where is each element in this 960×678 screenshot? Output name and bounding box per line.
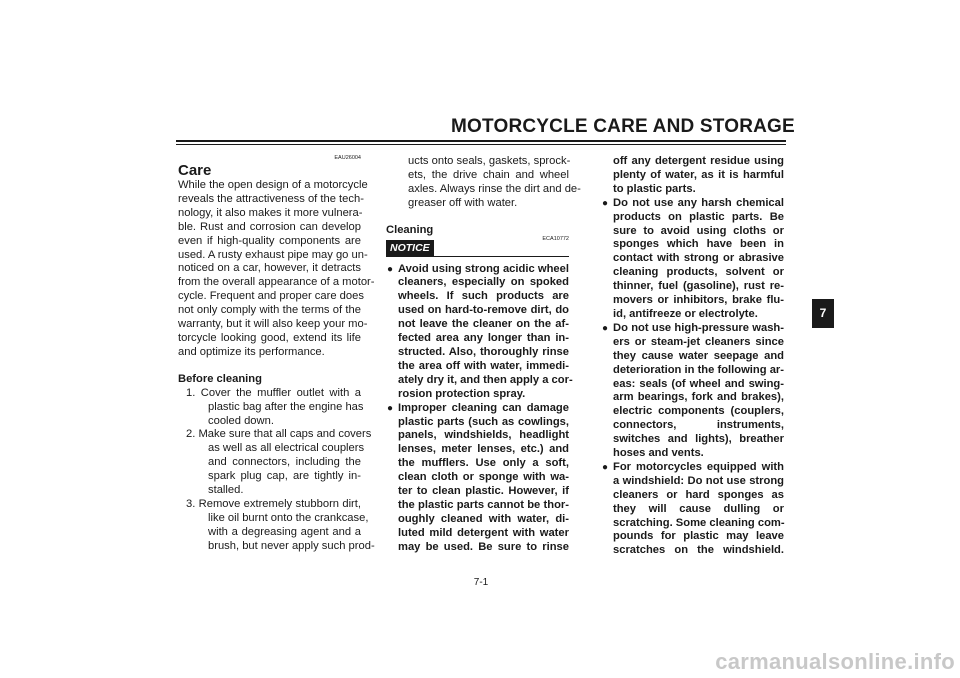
notice-bullet-4 (601, 322, 784, 461)
section-title-care: Care (178, 162, 212, 179)
step-line: 3. Remove extremely stubborn dirt, (186, 497, 361, 510)
bullet-line: electric components (couplers, (613, 405, 784, 418)
section-code: EAU26004 (334, 155, 361, 161)
bullet-icon: ● (602, 322, 609, 334)
step-line: stalled. (208, 484, 244, 497)
bullet-line: products on plastic parts. Be (613, 210, 784, 223)
header-rule-thick (176, 140, 786, 142)
bullet-line: may be used. Be sure to rinse (398, 540, 569, 553)
notice-bullet-1 (386, 262, 573, 402)
bullet-line: the mufflers. Use only a soft, (398, 457, 569, 470)
bullet-line: rosion protection spray. (398, 387, 526, 400)
bullet-line: scratching. Some cleaning com- (613, 516, 785, 529)
bullet-line: plenty of water, as it is harmful (613, 168, 784, 181)
step-2 (178, 428, 372, 498)
bullet-line: ers or steam-jet cleaners since (613, 335, 784, 348)
page-header-title: MOTORCYCLE CARE AND STORAGE (451, 116, 795, 137)
bullet-line: a windshield: Do not use strong (613, 474, 784, 487)
chapter-tab: 7 (812, 299, 834, 328)
bullet-line: used on hard-to-remove dirt, do (398, 304, 569, 317)
bullet-icon: ● (602, 197, 609, 209)
text-line: from the overall appearance of a motor- (178, 276, 375, 289)
bullet-icon: ● (387, 402, 394, 414)
step-line: with a degreasing agent and a (208, 525, 361, 538)
notice-code: ECA10772 (542, 235, 569, 242)
text-line: greaser off with water. (408, 196, 518, 209)
bullet-line: Improper cleaning can damage (398, 401, 569, 414)
step-line: brush, but never apply such prod- (208, 539, 375, 552)
text-line: and optimize its performance. (178, 345, 325, 358)
notice-row (386, 235, 569, 259)
bullet-line: ately dry it, and then apply a cor- (398, 373, 573, 386)
text-line: axles. Always rinse the dirt and de- (408, 182, 581, 195)
bullet-line: For motorcycles equipped with (613, 460, 784, 473)
bullet-line: cleaners or hard sponges as (613, 488, 784, 501)
bullet-line: plastic parts (such as cowlings, (398, 415, 569, 428)
bullet-line: Do not use high-pressure wash- (613, 321, 784, 334)
bullet-line: movers or inhibitors, brake flu- (613, 294, 784, 307)
bullet-line: off any detergent residue using (613, 155, 784, 167)
bullet-icon: ● (602, 461, 609, 473)
notice-bullet-3 (601, 197, 784, 322)
text-line: reveals the attractiveness of the tech- (178, 192, 364, 205)
step-3 (178, 497, 375, 554)
notice-bullet-2 (386, 402, 569, 555)
step-line: like oil burnt onto the crankcase, (208, 511, 369, 524)
text-line: ets, the drive chain and wheel (408, 168, 569, 181)
bullet-line: cleaning products, solvent or (613, 266, 784, 279)
text-line: torcycle looking good, extend its life (178, 331, 361, 344)
bullet-line: panels, windshields, headlight (398, 429, 569, 442)
bullet-line: thinner, fuel (gasoline), rust re- (613, 280, 784, 293)
text-line: noticed on a car, however, it detracts (178, 262, 361, 275)
bullet-line: connectors, instruments, (613, 419, 784, 432)
care-intro-paragraph (178, 179, 375, 360)
bullet-line: sponges which have been in (613, 238, 784, 251)
watermark: carmanualsonline.info (715, 649, 955, 674)
bullet-line: they will cause dulling or (613, 502, 784, 515)
bullet-line: oughly cleaned with water, di- (398, 512, 569, 525)
step-line: and connectors, including the (208, 456, 361, 469)
bullet-line: lenses, meter lenses, etc.) and (398, 443, 569, 456)
bullet-line: contact with strong or abrasive (613, 252, 784, 265)
bullet-icon: ● (387, 263, 394, 275)
notice-bullet-2-continuation (601, 155, 784, 197)
text-line: ucts onto seals, gaskets, sprock- (408, 155, 571, 167)
bullet-line: hoses and vents. (613, 447, 704, 460)
page-number: 7-1 (473, 577, 489, 588)
column-3 (601, 155, 784, 558)
bullet-line: cleaners, especially on spoked (398, 276, 569, 289)
step-line: 1. Cover the muffler outlet with a (186, 386, 361, 399)
cleaning-heading: Cleaning (386, 223, 434, 236)
step-line: 2. Make sure that all caps and covers (186, 428, 372, 441)
bullet-line: structed. Also, thoroughly rinse (398, 345, 569, 358)
before-cleaning-heading: Before cleaning (178, 372, 262, 385)
text-line: While the open design of a motorcycle (178, 179, 368, 191)
column-2 (386, 155, 581, 555)
step-3-continuation (386, 155, 581, 211)
text-line: nology, it also makes it more vulnera- (178, 206, 363, 219)
step-line: plastic bag after the engine has (208, 400, 364, 413)
step-line: as well as all electrical couplers (208, 442, 365, 455)
notice-rule (432, 256, 569, 257)
text-line: even if high-quality components are (178, 234, 361, 247)
bullet-line: ter to clean plastic. However, if (398, 485, 569, 498)
bullet-line: not leave the cleaner on the af- (398, 318, 569, 331)
bullet-line: wheels. If such products are (398, 290, 569, 303)
text-line: warranty, but it will also keep your mo- (178, 318, 368, 331)
bullet-line: pounds for plastic may leave (613, 530, 784, 543)
bullet-line: deterioration in the following ar- (613, 363, 784, 376)
text-line: used. A rusty exhaust pipe may go un- (178, 248, 368, 261)
bullet-line: the area off with water, immedi- (398, 359, 569, 372)
bullet-line: Do not use any harsh chemical (613, 196, 784, 209)
text-line: not only comply with the terms of the (178, 304, 361, 317)
text-line: cycle. Frequent and proper care does (178, 290, 364, 303)
column-1 (178, 155, 375, 554)
bullet-line: clean cloth or sponge with wa- (398, 471, 569, 484)
bullet-line: they cause water seepage and (613, 349, 784, 362)
bullet-line: sure to avoid using cloths or (613, 224, 784, 237)
notice-badge: NOTICE (386, 240, 434, 257)
notice-bullet-5 (601, 461, 784, 558)
step-line: cooled down. (208, 414, 274, 427)
text-line: ble. Rust and corrosion can develop (178, 220, 361, 233)
bullet-line: switches and lights), breather (613, 433, 784, 446)
bullet-line: to plastic parts. (613, 182, 696, 195)
bullet-line: the plastic parts cannot be thor- (398, 498, 569, 511)
step-1 (178, 386, 364, 429)
header-rule-thin (176, 144, 786, 145)
bullet-line: id, antifreeze or electrolyte. (613, 307, 758, 320)
bullet-line: fected area any longer than in- (398, 332, 569, 345)
step-line: spark plug cap, are tightly in- (208, 470, 361, 483)
bullet-line: eas: seals (of wheel and swing- (613, 377, 784, 390)
bullet-line: luted mild detergent with water (398, 526, 569, 539)
bullet-line: arm bearings, fork and brakes), (613, 391, 784, 404)
bullet-line: Avoid using strong acidic wheel (398, 262, 569, 275)
bullet-line: scratches on the windshield. (613, 544, 784, 557)
